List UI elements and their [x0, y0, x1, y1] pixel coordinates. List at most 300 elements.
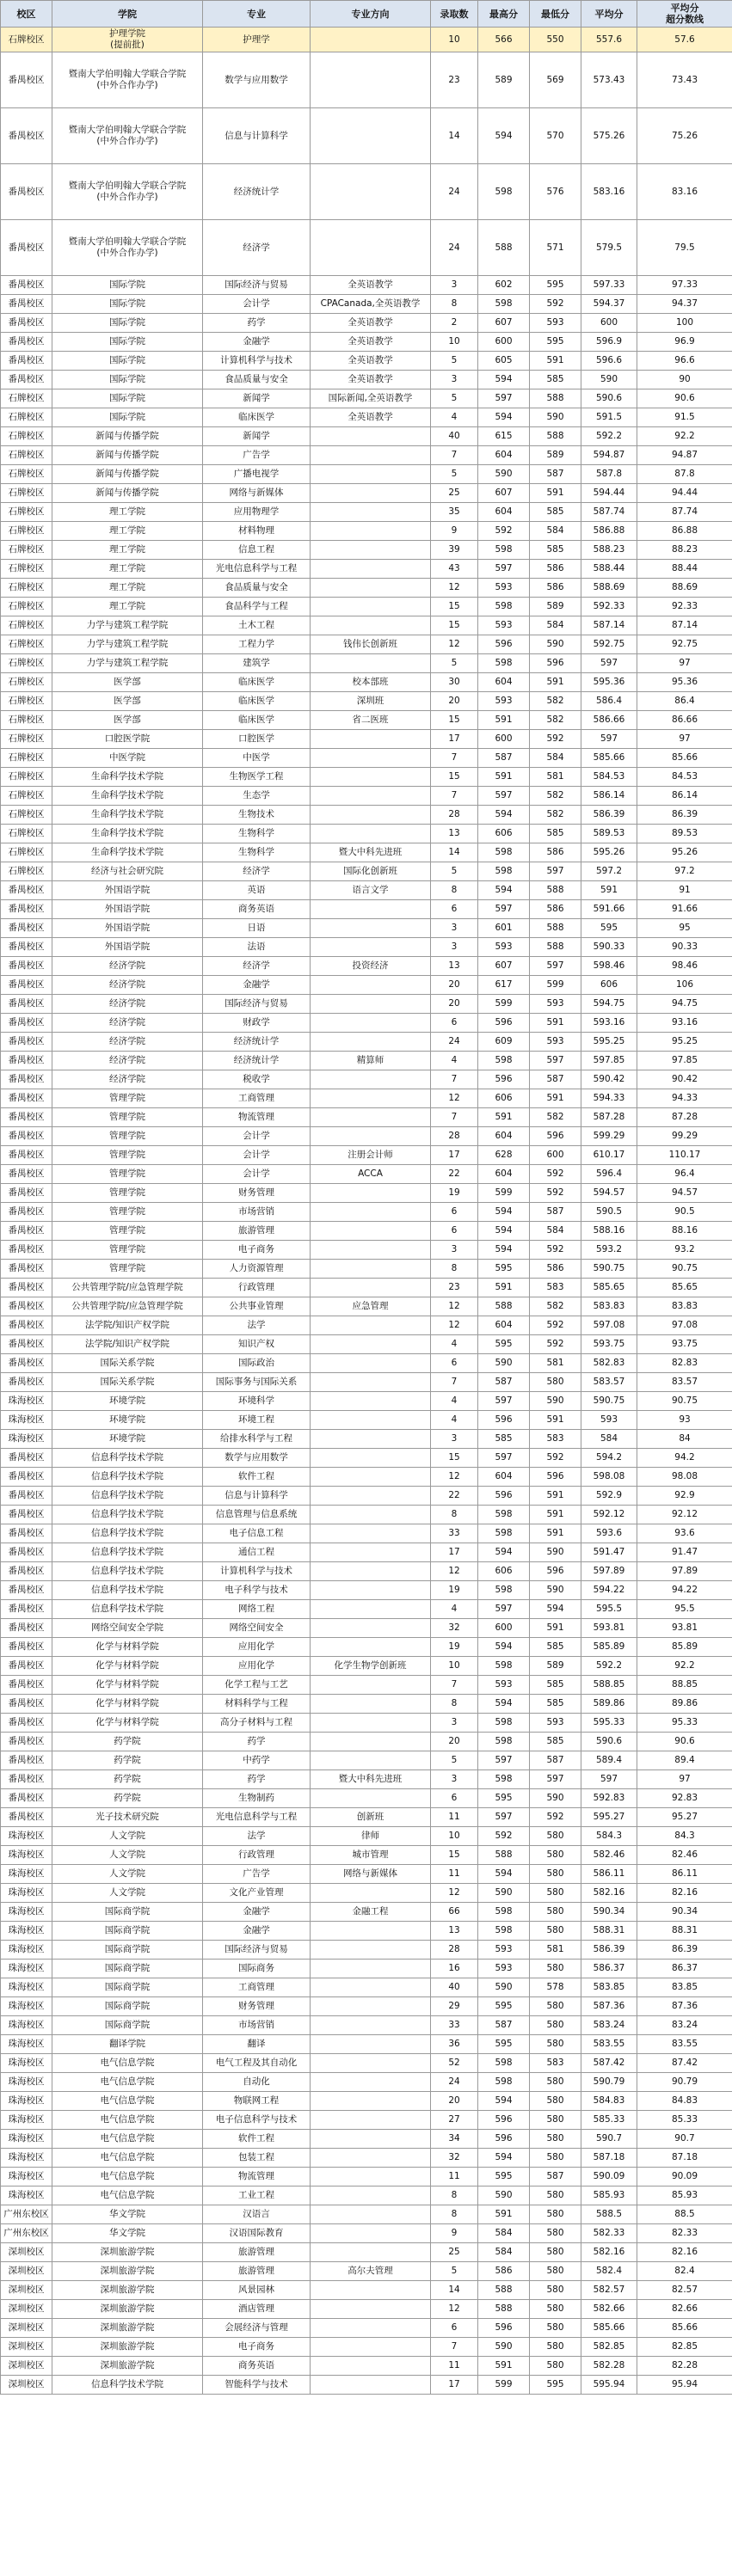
- college-note: (提前批): [110, 40, 145, 50]
- cell-direction: [311, 484, 431, 503]
- cell-avg: 592.9: [581, 1487, 637, 1506]
- college-name: 化学与材料学院: [95, 1679, 159, 1690]
- cell-over: 95.36: [637, 673, 732, 692]
- cell-over: 96.9: [637, 333, 732, 352]
- college-name: 力学与建筑工程学院: [86, 639, 169, 649]
- cell-direction: [311, 1373, 431, 1392]
- cell-direction: [311, 1089, 431, 1108]
- cell-campus: 珠海校区: [1, 1978, 52, 1997]
- cell-major: 生物科学: [203, 825, 311, 843]
- cell-min: 589: [530, 446, 581, 465]
- college-name: 生命科学技术学院: [91, 790, 163, 800]
- cell-avg: 588.16: [581, 1222, 637, 1241]
- table-row: [1, 1241, 732, 1260]
- cell-min: 593: [530, 1714, 581, 1733]
- cell-min: 569: [530, 52, 581, 108]
- cell-count: 43: [431, 560, 478, 579]
- cell-campus: 石牌校区: [1, 635, 52, 654]
- cell-max: 607: [478, 957, 530, 976]
- cell-major: 法学: [203, 1316, 311, 1335]
- cell-avg: 595.94: [581, 2376, 637, 2395]
- cell-campus: 珠海校区: [1, 1960, 52, 1978]
- table-row: [1, 1070, 732, 1089]
- table-row: [1, 1430, 732, 1449]
- cell-min: 582: [530, 692, 581, 711]
- cell-min: 591: [530, 352, 581, 371]
- cell-major: 新闻学: [203, 389, 311, 408]
- cell-min: 580: [530, 1373, 581, 1392]
- table-row: [1, 900, 732, 919]
- cell-college: [52, 1468, 203, 1487]
- cell-major: 财务管理: [203, 1997, 311, 2016]
- table-row: [1, 635, 732, 654]
- table-row: [1, 881, 732, 900]
- cell-over: 86.11: [637, 1865, 732, 1884]
- table-row: [1, 276, 732, 295]
- table-row: [1, 2187, 732, 2205]
- cell-max: 604: [478, 1468, 530, 1487]
- college-name: 环境学院: [109, 1414, 145, 1425]
- cell-max: 592: [478, 522, 530, 541]
- cell-avg: 590.33: [581, 938, 637, 957]
- cell-count: 12: [431, 1089, 478, 1108]
- cell-college: [52, 465, 203, 484]
- cell-college: [52, 1449, 203, 1468]
- cell-over: 94.87: [637, 446, 732, 465]
- cell-max: 590: [478, 1978, 530, 1997]
- cell-max: 597: [478, 900, 530, 919]
- college-name: 管理学院: [109, 1131, 145, 1141]
- cell-count: 6: [431, 1222, 478, 1241]
- table-row: [1, 1260, 732, 1279]
- cell-over: 92.75: [637, 635, 732, 654]
- cell-over: 83.83: [637, 1297, 732, 1316]
- cell-max: 596: [478, 1487, 530, 1506]
- table-row: [1, 995, 732, 1014]
- cell-over: 99.29: [637, 1127, 732, 1146]
- cell-min: 593: [530, 995, 581, 1014]
- college-name: 网络空间安全学院: [91, 1622, 163, 1633]
- cell-count: 12: [431, 2300, 478, 2319]
- cell-college: [52, 2281, 203, 2300]
- cell-campus: 番禺校区: [1, 371, 52, 389]
- table-row: [1, 1279, 732, 1297]
- cell-avg: 587.42: [581, 2054, 637, 2073]
- cell-min: 586: [530, 579, 581, 598]
- cell-over: 94.44: [637, 484, 732, 503]
- cell-count: 7: [431, 446, 478, 465]
- cell-college: [52, 1108, 203, 1127]
- college-name: 暨南大学伯明翰大学联合学院: [68, 125, 187, 135]
- table-row: [1, 164, 732, 220]
- college-name: 新闻与传播学院: [95, 450, 159, 460]
- cell-campus: 番禺校区: [1, 352, 52, 371]
- cell-min: 580: [530, 2243, 581, 2262]
- cell-count: 28: [431, 1127, 478, 1146]
- cell-max: 598: [478, 862, 530, 881]
- cell-count: 19: [431, 1184, 478, 1203]
- college-name: 管理学院: [109, 1206, 145, 1217]
- cell-count: 3: [431, 1714, 478, 1733]
- cell-campus: 番禺校区: [1, 1543, 52, 1562]
- cell-min: 580: [530, 1960, 581, 1978]
- cell-max: 587: [478, 1373, 530, 1392]
- cell-college: [52, 673, 203, 692]
- cell-avg: 588.5: [581, 2205, 637, 2224]
- cell-count: 5: [431, 654, 478, 673]
- cell-over: 87.74: [637, 503, 732, 522]
- table-row: [1, 1146, 732, 1165]
- table-row: [1, 52, 732, 108]
- cell-min: 590: [530, 1543, 581, 1562]
- cell-max: 586: [478, 2262, 530, 2281]
- cell-college: [52, 1184, 203, 1203]
- cell-avg: 583.16: [581, 164, 637, 220]
- cell-avg: 590.34: [581, 1903, 637, 1922]
- cell-count: 35: [431, 503, 478, 522]
- cell-min: 580: [530, 2149, 581, 2168]
- cell-count: 28: [431, 1941, 478, 1960]
- cell-min: 587: [530, 2168, 581, 2187]
- table-row: [1, 598, 732, 616]
- cell-college: [52, 220, 203, 276]
- cell-count: 15: [431, 1846, 478, 1865]
- cell-count: 4: [431, 1600, 478, 1619]
- cell-min: 595: [530, 2376, 581, 2395]
- cell-direction: [311, 2357, 431, 2376]
- cell-campus: 番禺校区: [1, 919, 52, 938]
- table-row: [1, 654, 732, 673]
- college-name: 力学与建筑工程学院: [86, 658, 169, 668]
- cell-direction: [311, 1127, 431, 1146]
- cell-over: 86.14: [637, 787, 732, 806]
- cell-direction: 精算师: [311, 1052, 431, 1070]
- cell-count: 11: [431, 1808, 478, 1827]
- cell-campus: 石牌校区: [1, 749, 52, 768]
- cell-avg: 591.47: [581, 1543, 637, 1562]
- cell-min: 585: [530, 1733, 581, 1751]
- cell-direction: [311, 1978, 431, 1997]
- cell-major: 市场营销: [203, 2016, 311, 2035]
- cell-count: 39: [431, 541, 478, 560]
- cell-avg: 593: [581, 1411, 637, 1430]
- cell-max: 592: [478, 1827, 530, 1846]
- cell-over: 85.66: [637, 749, 732, 768]
- cell-direction: [311, 427, 431, 446]
- college-name: 国际学院: [109, 355, 145, 365]
- cell-count: 20: [431, 2092, 478, 2111]
- cell-avg: 589.53: [581, 825, 637, 843]
- college-name: 药学院: [114, 1774, 141, 1784]
- college-name: 国际学院: [109, 412, 145, 422]
- table-row: [1, 768, 732, 787]
- cell-count: 7: [431, 1108, 478, 1127]
- cell-major: 国际经济与贸易: [203, 1941, 311, 1960]
- cell-college: [52, 2262, 203, 2281]
- cell-direction: [311, 2016, 431, 2035]
- cell-major: 化学工程与工艺: [203, 1676, 311, 1695]
- cell-major: 口腔医学: [203, 730, 311, 749]
- cell-major: 金融学: [203, 1922, 311, 1941]
- cell-over: 79.5: [637, 220, 732, 276]
- cell-campus: 番禺校区: [1, 1638, 52, 1657]
- cell-max: 591: [478, 1108, 530, 1127]
- cell-min: 591: [530, 484, 581, 503]
- cell-avg: 583.24: [581, 2016, 637, 2035]
- cell-major: 计算机科学与技术: [203, 352, 311, 371]
- cell-major: 法语: [203, 938, 311, 957]
- cell-over: 87.8: [637, 465, 732, 484]
- cell-campus: 石牌校区: [1, 862, 52, 881]
- cell-count: 32: [431, 2149, 478, 2168]
- cell-campus: 番禺校区: [1, 1014, 52, 1033]
- cell-major: 广告学: [203, 446, 311, 465]
- cell-max: 590: [478, 2187, 530, 2205]
- cell-college: [52, 2338, 203, 2357]
- cell-major: 光电信息科学与工程: [203, 1808, 311, 1827]
- cell-min: 580: [530, 2092, 581, 2111]
- college-name: 暨南大学伯明翰大学联合学院: [68, 181, 187, 191]
- cell-over: 82.16: [637, 1884, 732, 1903]
- cell-college: [52, 957, 203, 976]
- cell-major: 会计学: [203, 295, 311, 314]
- cell-over: 89.86: [637, 1695, 732, 1714]
- cell-direction: [311, 2187, 431, 2205]
- cell-major: 中药学: [203, 1751, 311, 1770]
- cell-count: 4: [431, 1411, 478, 1430]
- college-name: 法学院/知识产权学院: [84, 1339, 170, 1349]
- table-row: [1, 465, 732, 484]
- cell-avg: 579.5: [581, 220, 637, 276]
- cell-college: [52, 1279, 203, 1297]
- table-row: [1, 2319, 732, 2338]
- cell-campus: 石牌校区: [1, 843, 52, 862]
- cell-over: 84: [637, 1430, 732, 1449]
- cell-over: 91.5: [637, 408, 732, 427]
- cell-campus: 珠海校区: [1, 2035, 52, 2054]
- cell-max: 595: [478, 1789, 530, 1808]
- cell-max: 598: [478, 598, 530, 616]
- cell-count: 3: [431, 276, 478, 295]
- cell-max: 594: [478, 1222, 530, 1241]
- header-max: 最高分: [478, 1, 530, 28]
- cell-direction: [311, 108, 431, 164]
- cell-major: 软件工程: [203, 2130, 311, 2149]
- cell-count: 14: [431, 108, 478, 164]
- college-name: 医学部: [114, 677, 141, 687]
- cell-direction: [311, 1222, 431, 1241]
- cell-campus: 番禺校区: [1, 108, 52, 164]
- college-name: 人文学院: [109, 1831, 145, 1841]
- cell-major: 信息与计算科学: [203, 1487, 311, 1506]
- cell-count: 16: [431, 1960, 478, 1978]
- table-row: [1, 2035, 732, 2054]
- college-name: 生命科学技术学院: [91, 847, 163, 857]
- cell-college: [52, 1354, 203, 1373]
- cell-max: 590: [478, 1884, 530, 1903]
- table-row: [1, 1165, 732, 1184]
- table-row: [1, 1316, 732, 1335]
- cell-campus: 番禺校区: [1, 1733, 52, 1751]
- cell-min: 580: [530, 2073, 581, 2092]
- cell-count: 4: [431, 408, 478, 427]
- cell-avg: 587.28: [581, 1108, 637, 1127]
- table-row: [1, 2376, 732, 2395]
- college-name: 电气信息学院: [100, 2152, 155, 2162]
- cell-college: [52, 1070, 203, 1089]
- cell-college: [52, 1865, 203, 1884]
- cell-max: 606: [478, 1089, 530, 1108]
- cell-count: 7: [431, 749, 478, 768]
- college-name: 外国语学院: [104, 923, 151, 933]
- college-name: 国际商学院: [104, 1982, 151, 1992]
- cell-avg: 590.75: [581, 1392, 637, 1411]
- cell-min: 591: [530, 1411, 581, 1430]
- cell-college: [52, 560, 203, 579]
- college-name: 电气信息学院: [100, 2171, 155, 2181]
- cell-college: [52, 276, 203, 295]
- cell-campus: 石牌校区: [1, 768, 52, 787]
- cell-count: 8: [431, 295, 478, 314]
- cell-count: 17: [431, 1146, 478, 1165]
- cell-over: 92.2: [637, 1657, 732, 1676]
- cell-over: 75.26: [637, 108, 732, 164]
- cell-over: 84.53: [637, 768, 732, 787]
- cell-major: 经济学: [203, 957, 311, 976]
- cell-count: 24: [431, 2073, 478, 2092]
- cell-avg: 587.36: [581, 1997, 637, 2016]
- table-row: [1, 1392, 732, 1411]
- college-name: 环境学院: [109, 1395, 145, 1406]
- cell-college: [52, 1335, 203, 1354]
- cell-college: [52, 164, 203, 220]
- cell-min: 589: [530, 1657, 581, 1676]
- cell-direction: [311, 1751, 431, 1770]
- college-name: 化学与材料学院: [95, 1717, 159, 1727]
- cell-count: 5: [431, 465, 478, 484]
- cell-avg: 596.6: [581, 352, 637, 371]
- college-name: 电气信息学院: [100, 2114, 155, 2125]
- cell-direction: [311, 2073, 431, 2092]
- cell-college: [52, 408, 203, 427]
- header-campus: 校区: [1, 1, 52, 28]
- college-name: 公共管理学院/应急管理学院: [71, 1301, 183, 1311]
- college-name: 深圳旅游学院: [100, 2266, 155, 2276]
- cell-over: 57.6: [637, 28, 732, 52]
- cell-count: 3: [431, 938, 478, 957]
- cell-campus: 番禺校区: [1, 957, 52, 976]
- cell-avg: 592.33: [581, 598, 637, 616]
- cell-direction: [311, 1468, 431, 1487]
- cell-avg: 597: [581, 654, 637, 673]
- cell-max: 600: [478, 1619, 530, 1638]
- cell-min: 589: [530, 598, 581, 616]
- cell-major: 广播电视学: [203, 465, 311, 484]
- table-row: [1, 1884, 732, 1903]
- cell-over: 86.37: [637, 1960, 732, 1978]
- cell-major: 智能科学与技术: [203, 2376, 311, 2395]
- cell-over: 82.85: [637, 2338, 732, 2357]
- cell-count: 66: [431, 1903, 478, 1922]
- cell-direction: [311, 2168, 431, 2187]
- cell-min: 580: [530, 2300, 581, 2319]
- table-row: [1, 28, 732, 52]
- cell-max: 589: [478, 52, 530, 108]
- cell-max: 585: [478, 1430, 530, 1449]
- table-row: [1, 1449, 732, 1468]
- cell-min: 580: [530, 1884, 581, 1903]
- cell-max: 597: [478, 787, 530, 806]
- cell-major: 药学: [203, 1733, 311, 1751]
- cell-min: 580: [530, 2111, 581, 2130]
- cell-avg: 590.5: [581, 1203, 637, 1222]
- table-row: [1, 2224, 732, 2243]
- cell-over: 85.65: [637, 1279, 732, 1297]
- college-name: 信息科学技术学院: [91, 1471, 163, 1481]
- cell-major: 数学与应用数学: [203, 1449, 311, 1468]
- cell-max: 604: [478, 673, 530, 692]
- cell-college: [52, 711, 203, 730]
- cell-major: 汉语言: [203, 2205, 311, 2224]
- cell-min: 592: [530, 1241, 581, 1260]
- cell-direction: 创新班: [311, 1808, 431, 1827]
- college-name: 国际关系学院: [100, 1358, 155, 1368]
- cell-direction: [311, 2224, 431, 2243]
- cell-over: 85.89: [637, 1638, 732, 1657]
- cell-major: 新闻学: [203, 427, 311, 446]
- cell-min: 591: [530, 1487, 581, 1506]
- cell-avg: 593.16: [581, 1014, 637, 1033]
- cell-count: 5: [431, 1751, 478, 1770]
- cell-major: 高分子材料与工程: [203, 1714, 311, 1733]
- cell-campus: 石牌校区: [1, 825, 52, 843]
- cell-avg: 582.16: [581, 1884, 637, 1903]
- cell-count: 6: [431, 1014, 478, 1033]
- cell-avg: 597: [581, 1770, 637, 1789]
- cell-count: 13: [431, 1922, 478, 1941]
- college-name: 新闻与传播学院: [95, 431, 159, 441]
- cell-direction: [311, 2376, 431, 2395]
- cell-over: 97.89: [637, 1562, 732, 1581]
- cell-major: 行政管理: [203, 1279, 311, 1297]
- cell-major: 生物科学: [203, 843, 311, 862]
- college-name: 深圳旅游学院: [100, 2303, 155, 2314]
- cell-max: 593: [478, 1960, 530, 1978]
- cell-major: 生物医学工程: [203, 768, 311, 787]
- college-name: 信息科学技术学院: [91, 1604, 163, 1614]
- cell-over: 93.16: [637, 1014, 732, 1033]
- cell-direction: [311, 28, 431, 52]
- cell-over: 92.12: [637, 1506, 732, 1524]
- cell-over: 86.4: [637, 692, 732, 711]
- cell-min: 597: [530, 862, 581, 881]
- cell-direction: [311, 1714, 431, 1733]
- cell-min: 580: [530, 2357, 581, 2376]
- cell-campus: 珠海校区: [1, 1392, 52, 1411]
- cell-major: 生态学: [203, 787, 311, 806]
- cell-major: 网络工程: [203, 1600, 311, 1619]
- cell-campus: 番禺校区: [1, 1354, 52, 1373]
- cell-campus: 珠海校区: [1, 2073, 52, 2092]
- cell-major: 电子商务: [203, 2338, 311, 2357]
- cell-direction: 全英语教学: [311, 333, 431, 352]
- college-name: 电气信息学院: [100, 2095, 155, 2106]
- cell-campus: 番禺校区: [1, 1279, 52, 1297]
- cell-direction: [311, 1997, 431, 2016]
- cell-max: 604: [478, 503, 530, 522]
- cell-over: 87.42: [637, 2054, 732, 2073]
- cell-over: 97: [637, 730, 732, 749]
